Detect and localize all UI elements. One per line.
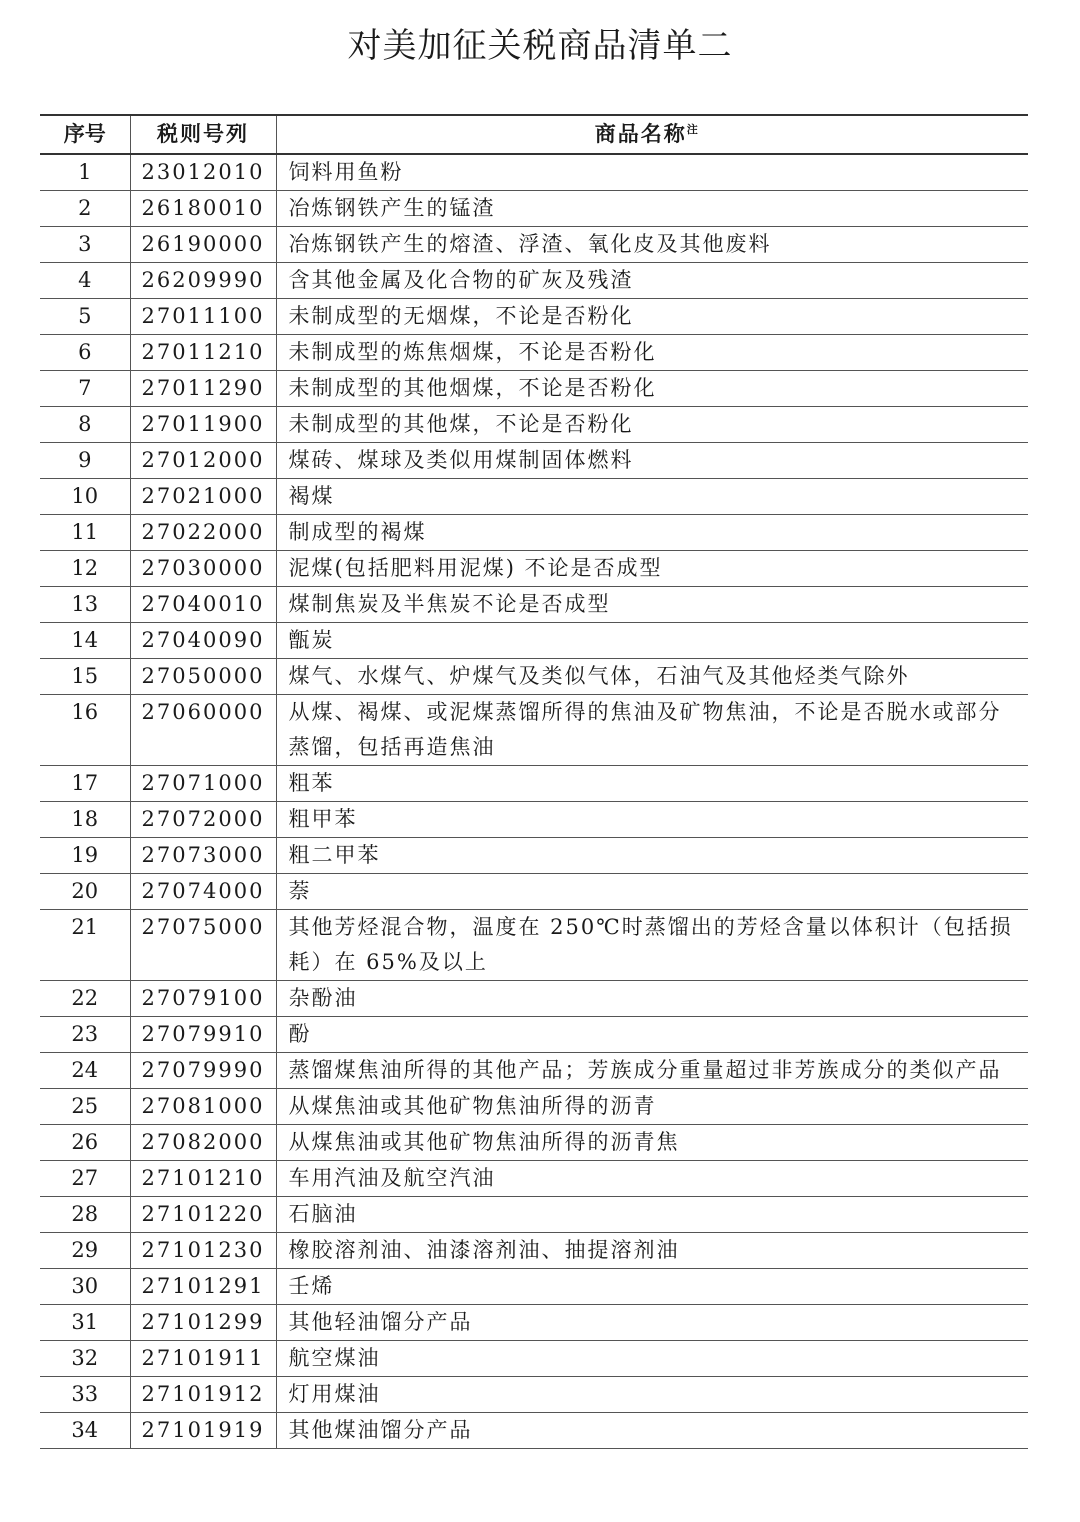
row-index: 5: [40, 299, 130, 335]
row-product-name: 冶炼钢铁产生的锰渣: [276, 191, 1028, 227]
row-tariff-code: 27040010: [130, 587, 276, 623]
row-product-name: 粗二甲苯: [276, 838, 1028, 874]
row-product-name: 饲料用鱼粉: [276, 154, 1028, 191]
table-row: [40, 191, 1028, 227]
row-tariff-code: 27060000: [130, 695, 276, 766]
row-product-name: 航空煤油: [276, 1341, 1028, 1377]
row-product-name: 煤制焦炭及半焦炭不论是否成型: [276, 587, 1028, 623]
row-product-name: 煤气、水煤气、炉煤气及类似气体，石油气及其他烃类气除外: [276, 659, 1028, 695]
table-row: [40, 1017, 1028, 1053]
row-product-name: 褐煤: [276, 479, 1028, 515]
row-index: 7: [40, 371, 130, 407]
row-tariff-code: 27011100: [130, 299, 276, 335]
row-tariff-code: 27074000: [130, 874, 276, 910]
row-tariff-code: 23012010: [130, 154, 276, 191]
table-row: [40, 1161, 1028, 1197]
row-index: 4: [40, 263, 130, 299]
table-row: [40, 910, 1028, 981]
row-tariff-code: 27071000: [130, 766, 276, 802]
row-product-name: 泥煤(包括肥料用泥煤) 不论是否成型: [276, 551, 1028, 587]
table-row: [40, 1053, 1028, 1089]
table-row: [40, 263, 1028, 299]
row-product-name: 冶炼钢铁产生的熔渣、浮渣、氧化皮及其他废料: [276, 227, 1028, 263]
table-row: [40, 335, 1028, 371]
table-row: [40, 1233, 1028, 1269]
table-row: [40, 1377, 1028, 1413]
table-row: [40, 479, 1028, 515]
row-product-name: 壬烯: [276, 1269, 1028, 1305]
row-index: 17: [40, 766, 130, 802]
table-row: [40, 227, 1028, 263]
table-row: [40, 623, 1028, 659]
table-row: [40, 1413, 1028, 1449]
row-product-name: 其他轻油馏分产品: [276, 1305, 1028, 1341]
table-row: [40, 551, 1028, 587]
table-row: [40, 695, 1028, 766]
row-tariff-code: 27081000: [130, 1089, 276, 1125]
row-index: 26: [40, 1125, 130, 1161]
table-row: [40, 1341, 1028, 1377]
row-index: 9: [40, 443, 130, 479]
row-index: 23: [40, 1017, 130, 1053]
row-tariff-code: 27082000: [130, 1125, 276, 1161]
row-index: 19: [40, 838, 130, 874]
header-name-note-mark: 注: [686, 123, 700, 136]
row-product-name: 粗甲苯: [276, 802, 1028, 838]
row-product-name: 橡胶溶剂油、油漆溶剂油、抽提溶剂油: [276, 1233, 1028, 1269]
row-tariff-code: 27079910: [130, 1017, 276, 1053]
row-product-name: 从煤、褐煤、或泥煤蒸馏所得的焦油及矿物焦油，不论是否脱水或部分蒸馏，包括再造焦油: [276, 695, 1028, 766]
row-index: 11: [40, 515, 130, 551]
row-index: 15: [40, 659, 130, 695]
table-row: [40, 1089, 1028, 1125]
row-tariff-code: 26180010: [130, 191, 276, 227]
row-index: 3: [40, 227, 130, 263]
row-tariff-code: 27011900: [130, 407, 276, 443]
row-tariff-code: 27101919: [130, 1413, 276, 1449]
row-tariff-code: 27101291: [130, 1269, 276, 1305]
row-index: 12: [40, 551, 130, 587]
row-product-name: 未制成型的其他烟煤，不论是否粉化: [276, 371, 1028, 407]
row-index: 32: [40, 1341, 130, 1377]
table-row: [40, 587, 1028, 623]
table-row: [40, 1125, 1028, 1161]
row-product-name: 石脑油: [276, 1197, 1028, 1233]
table-row: [40, 443, 1028, 479]
row-product-name: 未制成型的炼焦烟煤，不论是否粉化: [276, 335, 1028, 371]
table-row: [40, 1197, 1028, 1233]
row-index: 6: [40, 335, 130, 371]
row-product-name: 车用汽油及航空汽油: [276, 1161, 1028, 1197]
header-code: 税则号列: [130, 115, 276, 154]
row-product-name: 酚: [276, 1017, 1028, 1053]
row-index: 8: [40, 407, 130, 443]
row-tariff-code: 27101220: [130, 1197, 276, 1233]
row-index: 33: [40, 1377, 130, 1413]
row-tariff-code: 26209990: [130, 263, 276, 299]
row-product-name: 制成型的褐煤: [276, 515, 1028, 551]
row-tariff-code: 27101912: [130, 1377, 276, 1413]
table-row: [40, 802, 1028, 838]
row-index: 18: [40, 802, 130, 838]
row-tariff-code: 27101230: [130, 1233, 276, 1269]
table-row: [40, 766, 1028, 802]
row-index: 10: [40, 479, 130, 515]
row-index: 20: [40, 874, 130, 910]
header-row: [40, 115, 1028, 154]
table-header: [40, 115, 1028, 154]
row-index: 16: [40, 695, 130, 766]
row-index: 22: [40, 981, 130, 1017]
table-row: [40, 659, 1028, 695]
row-tariff-code: 27040090: [130, 623, 276, 659]
row-product-name: 从煤焦油或其他矿物焦油所得的沥青: [276, 1089, 1028, 1125]
row-tariff-code: 27030000: [130, 551, 276, 587]
header-name: [276, 115, 1028, 154]
row-index: 24: [40, 1053, 130, 1089]
row-index: 27: [40, 1161, 130, 1197]
row-tariff-code: 27072000: [130, 802, 276, 838]
table-row: [40, 371, 1028, 407]
row-index: 28: [40, 1197, 130, 1233]
row-product-name: 未制成型的其他煤，不论是否粉化: [276, 407, 1028, 443]
row-product-name: 灯用煤油: [276, 1377, 1028, 1413]
row-tariff-code: 27079100: [130, 981, 276, 1017]
row-index: 29: [40, 1233, 130, 1269]
row-tariff-code: 27101210: [130, 1161, 276, 1197]
row-tariff-code: 27101911: [130, 1341, 276, 1377]
row-index: 2: [40, 191, 130, 227]
row-product-name: 未制成型的无烟煤，不论是否粉化: [276, 299, 1028, 335]
row-product-name: 粗苯: [276, 766, 1028, 802]
row-tariff-code: 27011210: [130, 335, 276, 371]
header-name-label: 商品名称: [594, 122, 687, 146]
row-tariff-code: 27022000: [130, 515, 276, 551]
table-row: [40, 838, 1028, 874]
row-product-name: 其他芳烃混合物，温度在 250℃时蒸馏出的芳烃含量以体积计（包括损耗）在 65%及以上: [276, 910, 1028, 981]
row-index: 31: [40, 1305, 130, 1341]
table-row: [40, 515, 1028, 551]
row-product-name: 甑炭: [276, 623, 1028, 659]
table-row: [40, 1269, 1028, 1305]
table-body: [40, 154, 1028, 1449]
row-tariff-code: 27050000: [130, 659, 276, 695]
row-tariff-code: 27012000: [130, 443, 276, 479]
document-title: 对美加征关税商品清单二: [347, 26, 733, 66]
table-row: [40, 407, 1028, 443]
row-product-name: 萘: [276, 874, 1028, 910]
goods-table: [40, 114, 1028, 1449]
row-tariff-code: 27073000: [130, 838, 276, 874]
row-index: 14: [40, 623, 130, 659]
row-index: 34: [40, 1413, 130, 1449]
row-product-name: 蒸馏煤焦油所得的其他产品；芳族成分重量超过非芳族成分的类似产品: [276, 1053, 1028, 1089]
row-index: 21: [40, 910, 130, 981]
row-product-name: 从煤焦油或其他矿物焦油所得的沥青焦: [276, 1125, 1028, 1161]
row-index: 1: [40, 154, 130, 191]
header-index: 序号: [40, 115, 130, 154]
row-tariff-code: 27079990: [130, 1053, 276, 1089]
row-tariff-code: 27021000: [130, 479, 276, 515]
row-product-name: 其他煤油馏分产品: [276, 1413, 1028, 1449]
table-row: [40, 1305, 1028, 1341]
table-row: [40, 299, 1028, 335]
table-row: [40, 981, 1028, 1017]
row-index: 13: [40, 587, 130, 623]
row-tariff-code: 27011290: [130, 371, 276, 407]
row-index: 25: [40, 1089, 130, 1125]
row-product-name: 杂酚油: [276, 981, 1028, 1017]
table-row: [40, 874, 1028, 910]
row-tariff-code: 26190000: [130, 227, 276, 263]
row-product-name: 含其他金属及化合物的矿灰及残渣: [276, 263, 1028, 299]
row-tariff-code: 27075000: [130, 910, 276, 981]
row-index: 30: [40, 1269, 130, 1305]
table-row: [40, 154, 1028, 191]
row-tariff-code: 27101299: [130, 1305, 276, 1341]
row-product-name: 煤砖、煤球及类似用煤制固体燃料: [276, 443, 1028, 479]
